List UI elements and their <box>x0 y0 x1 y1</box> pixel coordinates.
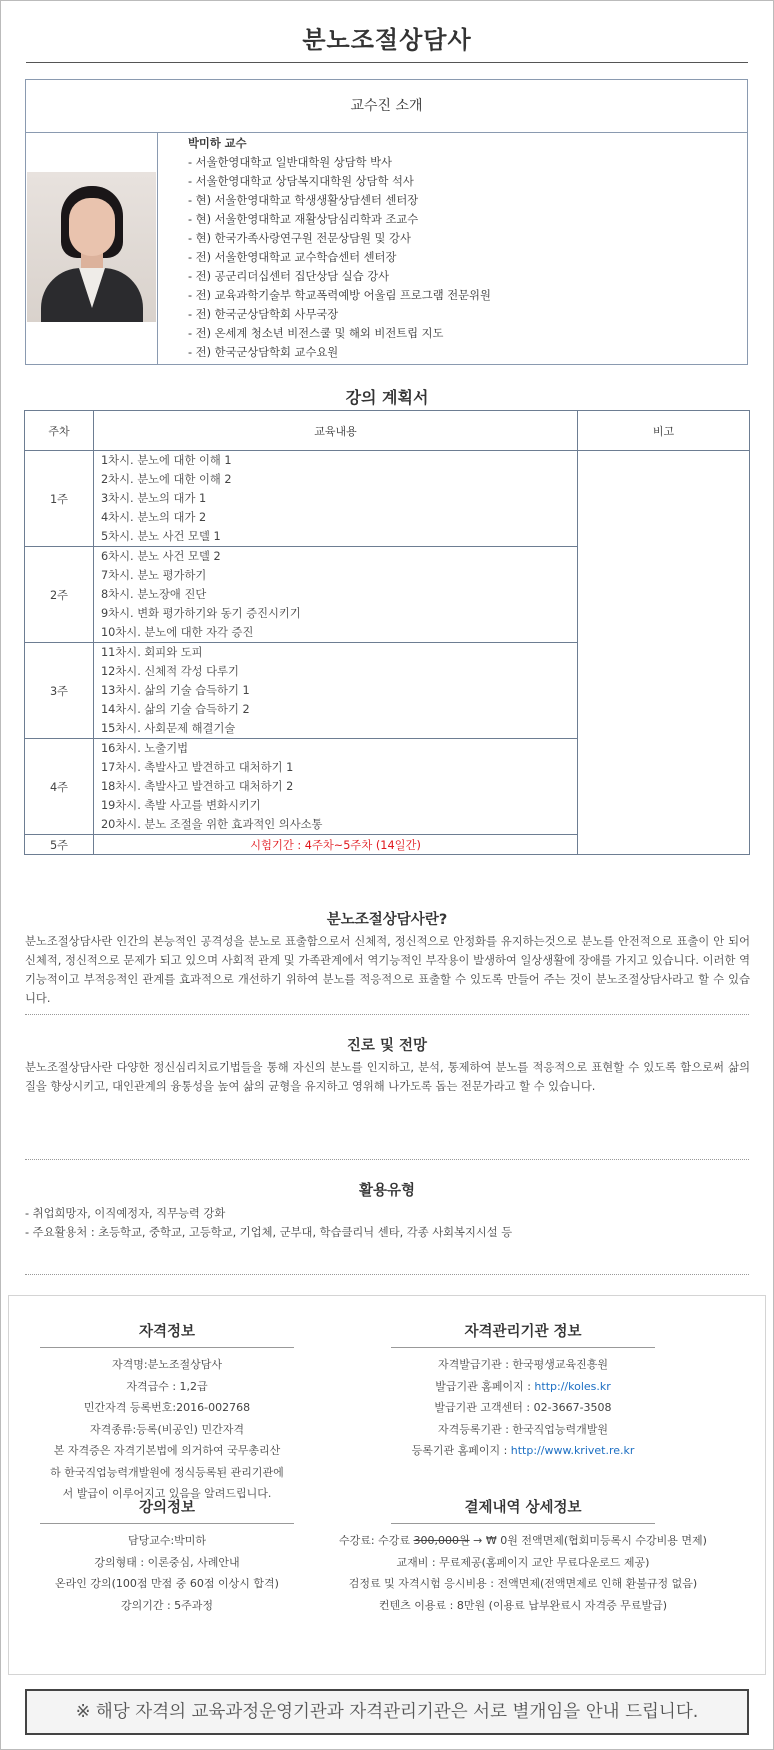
agency-registrar: 자격등록기관 : 한국직업능력개발원 <box>437 1422 609 1436</box>
qual-line: 민간자격 등록번호:2016-002768 <box>83 1401 251 1414</box>
fee-prefix: 수강료: 수강료 <box>339 1534 414 1547</box>
career-item: - 현) 서울한영대학교 재활상담심리학과 조교수 <box>188 213 419 226</box>
career-item: - 전) 교육과학기술부 학교폭력예방 어울림 프로그램 전문위원 <box>188 289 491 302</box>
session-item: 12차시. 신체적 각성 다루기 <box>101 665 239 678</box>
career-item: - 전) 서울한영대학교 교수학습센터 센터장 <box>188 251 397 264</box>
course-info-title: 강의정보 <box>138 1500 196 1516</box>
header-week: 주차 <box>25 411 94 451</box>
session-item: 16차시. 노출기법 <box>101 742 189 755</box>
career-item: - 전) 온세계 청소년 비전스쿨 및 해외 비전트립 지도 <box>188 327 444 340</box>
session-item: 9차시. 변화 평가하기와 동기 증진시키기 <box>101 607 301 620</box>
payment-title: 결제내역 상세정보 <box>464 1500 582 1516</box>
week-content <box>94 643 578 739</box>
homepage-label: 등록기관 홈페이지 : <box>411 1444 511 1457</box>
about-title: 분노조절상담사란? <box>326 912 448 928</box>
usage-list <box>25 1204 512 1242</box>
faculty-career-list <box>188 134 491 362</box>
session-item: 3차시. 분노의 대가 1 <box>101 492 207 505</box>
week-content <box>94 451 578 547</box>
session-item: 2차시. 분노에 대한 이해 2 <box>101 473 232 486</box>
registrar-homepage-link[interactable]: http://www.krivet.re.kr <box>510 1444 635 1457</box>
session-item: 11차시. 회피와 도피 <box>101 646 203 659</box>
qual-line: 하 한국직업능력개발원에 정식등록된 관리기관에 <box>50 1465 284 1479</box>
career-title: 진로 및 전망 <box>346 1038 428 1054</box>
fee-discount: → ₩ 0원 전액면제(협회미등록시 수강비용 면제) <box>469 1534 707 1547</box>
course-line: 온라인 강의(100점 만점 중 60점 이상시 합격) <box>55 1577 279 1590</box>
session-item: 15차시. 사회문제 해결기술 <box>101 722 236 735</box>
payment-line: 교재비 : 무료제공(홈페이지 교안 무료다운로드 제공) <box>396 1555 650 1569</box>
notice-banner: ※ 해당 자격의 교육과정운영기관과 자격관리기관은 서로 별개임을 안내 드립니다. <box>25 1689 749 1735</box>
week-content <box>94 547 578 643</box>
usage-title: 활용유형 <box>358 1183 416 1199</box>
career-item: - 현) 서울한영대학교 학생생활상담센터 센터장 <box>188 194 419 207</box>
header-note: 비고 <box>578 411 750 451</box>
career-item: - 서울한영대학교 상담복지대학원 상담학 석사 <box>188 175 414 188</box>
original-fee: 300,000원 <box>413 1534 470 1547</box>
agency-issuer: 자격발급기관 : 한국평생교육진흥원 <box>437 1358 609 1371</box>
exam-period: 시험기간 : 4주차~5주차 (14일간) <box>94 835 578 855</box>
course-line: 담당교수:박미하 <box>127 1534 207 1547</box>
career-item: - 현) 한국가족사랑연구원 전문상담원 및 강사 <box>188 232 411 245</box>
week-label: 5주 <box>25 835 94 855</box>
session-item: 8차시. 분노장애 진단 <box>101 588 207 601</box>
career-item: - 전) 한국군상담학회 교수요원 <box>188 346 339 359</box>
section-rule <box>40 1347 294 1348</box>
plan-title: 강의 계획서 <box>345 388 429 407</box>
course-line: 강의기간 : 5주과정 <box>120 1598 214 1612</box>
dotted-divider <box>25 1274 749 1275</box>
career-text: 분노조절상담사란 다양한 정신심리치료기법들을 통해 자신의 분노를 인지하고, 분석, 통제하여 분노를 적응적으로 표현할 수 있도록 함으로써 삶의 질을 향상시키고, 대인관계의 융통성을 높여 삶의 균형을 유지하고 영위해 나가도록 돕는 전문가라고 할 수 있습니다. <box>25 1061 750 1093</box>
plan-header-row <box>25 411 750 451</box>
section-rule <box>391 1347 655 1348</box>
course-info <box>40 1496 294 1616</box>
note-cell <box>578 451 750 855</box>
career-item: - 서울한영대학교 일반대학원 상담학 박사 <box>188 156 392 169</box>
week-content <box>94 739 578 835</box>
session-item: 7차시. 분노 평가하기 <box>101 569 207 582</box>
dotted-divider <box>25 1159 749 1160</box>
agency-homepage-row <box>319 1376 727 1398</box>
faculty-photo-cell <box>26 132 158 364</box>
usage-item: - 주요활용처 : 초등학교, 중학교, 고등학교, 기업체, 군부대, 학습클리닉 센타, 각종 사회복지시설 등 <box>25 1226 513 1239</box>
qual-line: 본 자격증은 자격기본법에 의거하여 국무총리산 <box>53 1444 281 1457</box>
issuer-homepage-link[interactable]: http://koles.kr <box>534 1379 611 1393</box>
table-row <box>25 451 750 547</box>
homepage-label: 발급기관 홈페이지 : <box>435 1379 535 1393</box>
qual-line: 자격급수 : 1,2급 <box>126 1379 208 1393</box>
agency-info <box>319 1320 727 1462</box>
session-item: 1차시. 분노에 대한 이해 1 <box>101 454 232 467</box>
fee-row <box>295 1530 751 1552</box>
week-label: 2주 <box>25 547 94 643</box>
agency-phone: 발급기관 고객센터 : 02-3667-3508 <box>434 1401 612 1414</box>
section-rule <box>391 1523 655 1524</box>
session-item: 20차시. 분노 조절을 위한 효과적인 의사소통 <box>101 818 323 831</box>
session-item: 19차시. 촉발 사고를 변화시키기 <box>101 799 261 812</box>
section-rule <box>40 1523 294 1524</box>
dotted-divider <box>25 1014 749 1015</box>
registrar-homepage-row <box>319 1440 727 1462</box>
session-item: 10차시. 분노에 대한 자각 증진 <box>101 626 254 639</box>
session-item: 17차시. 촉발사고 발견하고 대처하기 1 <box>101 761 294 774</box>
course-line: 강의형태 : 이론중심, 사례안내 <box>94 1555 240 1569</box>
session-item: 14차시. 삶의 기술 습득하기 2 <box>101 703 250 716</box>
about-text: 분노조절상담사란 인간의 본능적인 공격성을 분노로 표출함으로서 신체적, 정신적으로 안정화를 유지하는것으로 분노를 안전적으로 표출이 안 되어 신체적, 정신적으로 문제가 되고 있으며 사회적 관계 및 가족관계에서 역기능적인 부작용이 발생하여 일상생활에 장애를 가지고 있습니다. 이러한 역기능적이고 부적응적인 관계를 효과적으로 개선하기 위하여 분노를 적응적으로 표출할 수 있도록 만들어 주는 것이 분노조절상담사라고 할 수 있습니다. <box>25 935 750 1005</box>
qual-line: 자격명:분노조절상담사 <box>112 1358 222 1371</box>
page-title: 분노조절상담사 <box>302 26 472 54</box>
usage-item: - 취업희망자, 이직예정자, 직무능력 강화 <box>25 1207 226 1220</box>
payment-info <box>295 1496 751 1616</box>
session-item: 6차시. 분노 사건 모델 2 <box>101 550 221 563</box>
payment-line: 검정료 및 자격시험 응시비용 : 전액면제(전액면제로 인해 환불규정 없음) <box>348 1577 698 1590</box>
payment-line: 컨텐츠 이용료 : 8만원 (이용료 납부완료시 자격증 무료발급) <box>378 1598 668 1612</box>
career-item: - 전) 한국군상담학회 사무국장 <box>188 308 339 321</box>
career-item: - 전) 공군리더십센터 집단상담 실습 강사 <box>188 270 390 283</box>
faculty-heading: 교수진 소개 <box>26 80 747 133</box>
qual-line: 자격종류:등록(비공인) 민간자격 <box>90 1422 244 1436</box>
session-item: 13차시. 삶의 기술 습득하기 1 <box>101 684 250 697</box>
info-box <box>8 1295 766 1675</box>
session-item: 18차시. 촉발사고 발견하고 대처하기 2 <box>101 780 294 793</box>
session-item: 4차시. 분노의 대가 2 <box>101 511 207 524</box>
title-divider <box>26 62 748 63</box>
header-content: 교육내용 <box>94 411 578 451</box>
faculty-box <box>25 79 748 365</box>
week-label: 1주 <box>25 451 94 547</box>
week-label: 3주 <box>25 643 94 739</box>
lecture-plan-table <box>24 410 750 855</box>
week-label: 4주 <box>25 739 94 835</box>
session-item: 5차시. 분노 사건 모델 1 <box>101 530 221 543</box>
agency-title: 자격관리기관 정보 <box>464 1324 582 1340</box>
qualification-info <box>40 1320 294 1505</box>
professor-photo <box>27 172 156 322</box>
professor-name: 박미하 교수 <box>188 137 247 150</box>
qualification-title: 자격정보 <box>138 1324 196 1340</box>
qual-line: 서 발급이 이루어지고 있음을 알려드립니다. <box>62 1487 272 1500</box>
